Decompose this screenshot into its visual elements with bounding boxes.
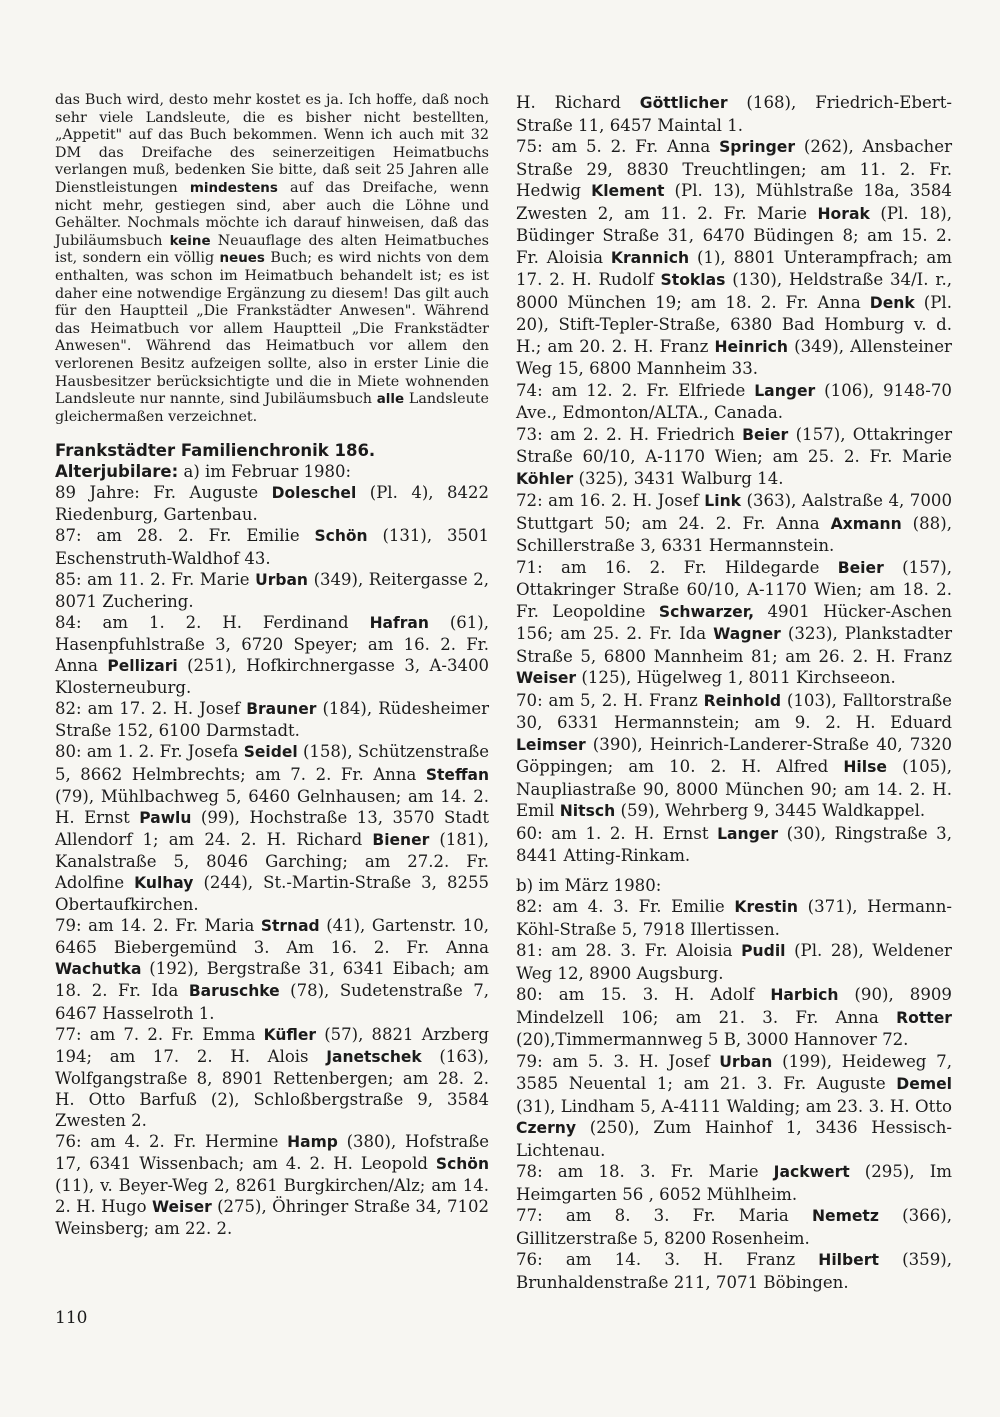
surname: Link — [704, 492, 742, 510]
surname: Jackwert — [773, 1163, 850, 1181]
chronicle-entry: 76: am 14. 3. H. Franz Hilbert (359), Brunhaldenstraße 211, 7071 Böbingen. — [516, 1250, 953, 1292]
chronicle-entry: 82: am 4. 3. Fr. Emilie Krestin (371), Hermann-Köhl-Straße 5, 7918 Illertissen. — [516, 897, 952, 939]
surname: Weiser — [151, 1198, 212, 1217]
chronicle-entry: 79: am 14. 2. Fr. Maria Strnad (41), Gartenstr. 10, 6465 Biebergemünd 3. Am 16. 2. Fr. Anna Wachutka (192), Bergstraße 31, 6341 Eibach; am 18. 2. Fr. Ida Baruschke (78), Sudetenstraße 7, 6467 Hasselroth 1. — [55, 916, 489, 1023]
chronicle-entry: 60: am 1. 2. H. Ernst Langer (30), Ringstraße 3, 8441 Atting-Rinkam. — [516, 823, 952, 865]
chronicle-entry: 72: am 16. 2. H. Josef Link (363), Aalstraße 4, 7000 Stuttgart 50; am 24. 2. Fr. Anna Axmann (88), Schillerstraße 3, 6331 Hermannstein. — [516, 491, 952, 555]
surname: alle — [376, 392, 405, 408]
surname: Rotter — [896, 1008, 952, 1027]
surname: Denk — [869, 293, 915, 312]
surname: Wachutka — [55, 960, 142, 979]
surname: Nitsch — [559, 802, 616, 820]
surname: Reinhold — [703, 691, 781, 710]
chronicle-entry: 80: am 1. 2. Fr. Josefa Seidel (158), Schützenstraße 5, 8662 Helmbrechts; am 7. 2. Fr. Anna Steffan (79), Mühlbachweg 5, 6460 Gelnhausen; am 14. 2. H. Ernst Pawlu (99), Hochstraße 13, 3570 Stadt Allendorf 1; am 24. 2. H. Richard Biener (181), Kanalstraße 5, 8046 Garching; am 27.2. Fr. Adolfine Kulhay (244), St.-Martin-Straße 3, 8255 Obertaufkirchen. — [55, 742, 490, 915]
surname: Stoklas — [660, 271, 726, 289]
surname: Hilse — [843, 758, 887, 776]
surname: Köhler — [516, 469, 574, 488]
right-column — [516, 92, 952, 1293]
surname: Schön — [435, 1155, 489, 1174]
surname: Leimser — [516, 735, 586, 754]
chronicle-entry: 79: am 5. 3. H. Josef Urban (199), Heideweg 7, 3585 Neuental 1; am 21. 3. Fr. Auguste Demel (31), Lindham 5, A-4111 Walding; am 23. 3. H. Otto Czerny (250), Zum Hainhof 1, 3436 Hessisch-Lichtenau. — [516, 1051, 952, 1160]
surname: Pudil — [741, 942, 786, 960]
surname: Strnad — [260, 917, 320, 936]
surname: Hamp — [287, 1133, 338, 1152]
chronicle-entry: 82: am 17. 2. H. Josef Brauner (184), Rüdesheimer Straße 152, 6100 Darmstadt. — [55, 699, 489, 741]
section-title: Frankstädter Familienchronik 186. — [55, 441, 376, 461]
section-sub-rest: a) im Februar 1980: — [178, 462, 352, 482]
surname: Urban — [255, 570, 308, 589]
chronicle-entry: 77: am 7. 2. Fr. Emma Küfler (57), 8821 Arzberg 194; am 17. 2. H. Alois Janetschek (163), Wolfgangstraße 8, 8901 Rettenbergen; am 28. 2. H. Otto Barfuß (2), Schloßbergstraße 9, 3584 Zwesten 2. — [55, 1024, 490, 1130]
surname: Janetschek — [326, 1047, 422, 1066]
section-subtitle — [55, 461, 489, 482]
surname: Nemetz — [811, 1207, 879, 1225]
surname: Wagner — [713, 625, 781, 643]
surname: mindestens — [189, 180, 278, 196]
chronicle-entry: 84: am 1. 2. H. Ferdinand Hafran (61), Hasenpfuhlstraße 3, 6720 Speyer; am 16. 2. Fr. Anna Pellizari (251), Hofkirchnergasse 3, A-3400 Klosterneuburg. — [55, 612, 489, 698]
surname: Hilbert — [818, 1251, 879, 1269]
chronicle-entry: 70: am 5, 2. H. Franz Reinhold (103), Falltorstraße 30, 6331 Hermannstein; am 9. 2. H. Eduard Leimser (390), Heinrich-Landerer-Straße 40, 7320 Göppingen; am 10. 2. H. Alfred Hilse (105), Naupliastraße 90, 8000 München 90; am 14. 2. H. Emil Nitsch (59), Wehrberg 9, 3445 Waldkappel. — [516, 690, 952, 820]
surname: Steffan — [425, 765, 489, 784]
surname: Beier — [742, 425, 789, 444]
chronicle-entry: 71: am 16. 2. Fr. Hildegarde Beier (157), Ottakringer Straße 60/10, A-1170 Wien; am 18. 2. Fr. Leopoldine Schwarzer, 4901 Hücker-Aschen 156; am 25. 2. Fr. Ida Wagner (323), Plankstadter Straße 5, 6800 Mannheim 81; am 26. 2. H. Franz Weiser (125), Hügelweg 1, 8011 Kirchseeon. — [516, 557, 953, 687]
spacer — [516, 867, 952, 875]
surname: Krannich — [610, 248, 690, 267]
surname: Biener — [372, 830, 430, 849]
left-column — [55, 92, 489, 1240]
chronicle-entry: H. Richard Göttlicher (168), Friedrich-Ebert-Straße 11, 6457 Maintal 1. — [516, 93, 952, 135]
surname: Pawlu — [139, 808, 192, 827]
surname: Harbich — [770, 986, 839, 1004]
surname: neues — [219, 251, 265, 267]
surname: Weiser — [516, 669, 577, 687]
surname: Küfler — [263, 1025, 317, 1044]
surname: Göttlicher — [639, 94, 728, 112]
left-entries — [55, 482, 489, 1239]
surname: Baruschke — [188, 982, 280, 1001]
surname: Krestin — [734, 898, 798, 916]
surname: Schön — [314, 527, 368, 546]
surname: Springer — [719, 138, 796, 156]
surname: Kulhay — [134, 873, 194, 892]
surname: Demel — [896, 1075, 952, 1093]
surname: Beier — [837, 558, 884, 577]
section-sub-bold: Alterjubilare: — [55, 462, 179, 482]
chronicle-entry: 76: am 4. 2. Fr. Hermine Hamp (380), Hofstraße 17, 6341 Wissenbach; am 4. 2. H. Leopold Schön (11), v. Beyer-Weg 2, 8261 Burgkirchen/Alz; am 14. 2. H. Hugo Weiser (275), Öhringer Straße 34, 7102 Weinsberg; am 22. 2. — [55, 1132, 489, 1239]
surname: Horak — [817, 204, 870, 223]
chronicle-entry: 77: am 8. 3. Fr. Maria Nemetz (366), Gillitzerstraße 5, 8200 Rosenheim. — [516, 1206, 953, 1248]
chronicle-entry: b) im März 1980: — [516, 875, 662, 895]
right-entries — [516, 92, 952, 1293]
surname: Langer — [754, 381, 816, 400]
chronicle-entry: 85: am 11. 2. Fr. Marie Urban (349), Reitergasse 2, 8071 Zuchering. — [55, 569, 490, 611]
intro-paragraph: das Buch wird, desto mehr kostet es ja. Ich hoffe, daß noch sehr viele Landsleute, die es bisher nicht bestellten, „Appetit" auf das Buch bekommen. Wenn ich auch mit 32 DM das Dreifache des seinerzeitigen Heimatbuchs verlangen muß, bedenken Sie bitte, daß seit 25 Jahren alle Dienstleistungen mindestens auf das Dreifache, wenn nicht mehr, gestiegen sind, aber auch die Löhne und Gehälter. Nochmals möchte ich darauf hinweisen, daß das Jubiläumsbuch keine Neuauflage des alten Heimatbuches ist, sondern ein völlig neues Buch; es wird nichts von dem enthalten, was schon im Heimatbuch behandelt ist; es ist daher eine notwendige Ergänzung zu diesem! Das gilt auch für den Hauptteil „Die Frankstädter Anwesen". Während das Heimatbuch vor allem Hauptteil „Die Frankstädter Anwesen". Während das Heimatbuch vor allem den verlorenen Besitz aufzeigen sollte, also in erster Linie die Hausbesitzer berücksichtigte und die in Miete wohnenden Landsleute nur nannte, sind Jubiläumsbuch alle Landsleute gleichermaßen verzeichnet. — [55, 92, 490, 425]
surname: Brauner — [246, 700, 317, 719]
surname: Seidel — [243, 743, 298, 762]
surname: Schwarzer, — [658, 602, 755, 621]
surname: Czerny — [516, 1119, 577, 1137]
surname: Pellizari — [107, 657, 178, 676]
surname: Urban — [719, 1052, 773, 1071]
chronicle-entry: 78: am 18. 3. Fr. Marie Jackwert (295), Im Heimgarten 56 , 6052 Mühlheim. — [516, 1162, 953, 1204]
page-number: 110 — [55, 1308, 88, 1328]
chronicle-entry: 80: am 15. 3. H. Adolf Harbich (90), 8909 Mindelzell 106; am 21. 3. Fr. Anna Rotter (20),Timmermannweg 5 B, 3000 Hannover 72. — [516, 985, 952, 1049]
chronicle-entry: 75: am 5. 2. Fr. Anna Springer (262), Ansbacher Straße 29, 8830 Treuchtlingen; am 11. 2. Fr. Hedwig Klement (Pl. 13), Mühlstraße 18a, 3584 Zwesten 2, am 11. 2. Fr. Marie Horak (Pl. 18), Büdinger Straße 31, 6470 Büdingen 8; am 15. 2. Fr. Aloisia Krannich (1), 8801 Unterampfrach; am 17. 2. H. Rudolf Stoklas (130), Heldstraße 34/I. r., 8000 München 19; am 18. 2. Fr. Anna Denk (Pl. 20), Stift-Tepler-Straße, 6380 Bad Homburg v. d. H.; am 20. 2. H. Franz Heinrich (349), Allensteiner Weg 15, 6800 Mannheim 33. — [516, 137, 953, 378]
chronicle-entry: 89 Jahre: Fr. Auguste Doleschel (Pl. 4), 8422 Riedenburg, Gartenbau. — [55, 483, 489, 525]
surname: keine — [169, 233, 211, 249]
surname: Klement — [591, 182, 665, 200]
chronicle-entry: 87: am 28. 2. Fr. Emilie Schön (131), 3501 Eschenstruth-Waldhof 43. — [55, 526, 490, 568]
chronicle-entry: 73: am 2. 2. H. Friedrich Beier (157), Ottakringer Straße 60/10, A-1170 Wien; am 25. 2. Fr. Marie Köhler (325), 3431 Walburg 14. — [516, 424, 953, 488]
surname: Axmann — [830, 514, 902, 533]
surname: Hafran — [369, 613, 429, 632]
surname: Heinrich — [714, 337, 788, 356]
chronicle-entry: 74: am 12. 2. Fr. Elfriede Langer (106), 9148-70 Ave., Edmonton/ALTA., Canada. — [516, 380, 952, 422]
surname: Langer — [717, 824, 779, 843]
surname: Doleschel — [271, 484, 357, 503]
chronicle-entry: 81: am 28. 3. Fr. Aloisia Pudil (Pl. 28), Weldener Weg 12, 8900 Augsburg. — [516, 941, 952, 983]
